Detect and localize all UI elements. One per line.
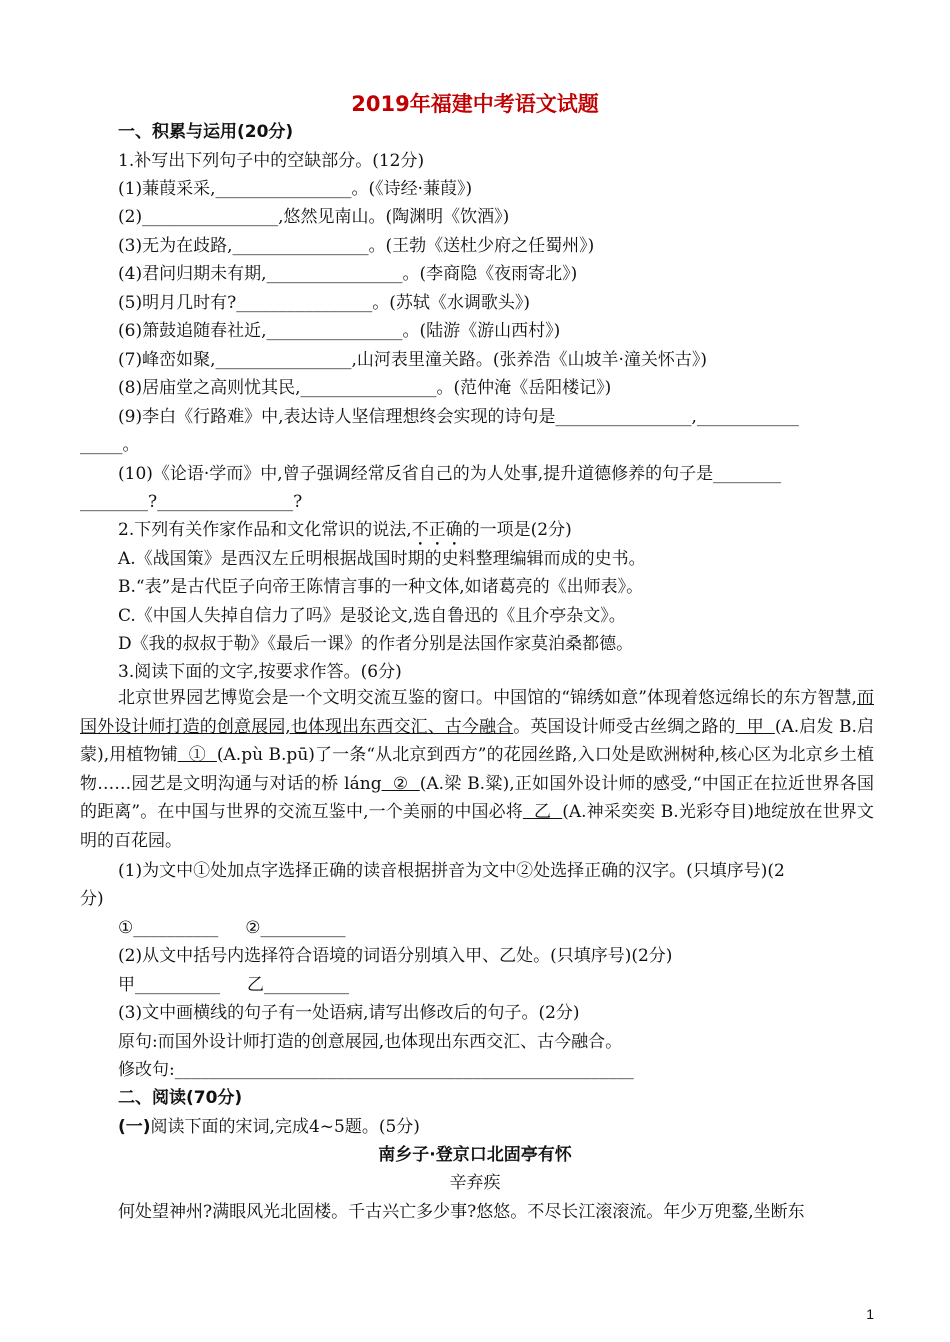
poem-author: 辛弃疾 <box>449 1173 501 1193</box>
section1-heading: 一、积累与运用(20分) <box>118 122 294 142</box>
emphasis-not-correct: 不正确 <box>411 520 463 540</box>
underlined-sentence: 而国外设计师打造的创意展园,也体现出东西交汇、古今融合 <box>80 688 875 737</box>
q3-sub2-answer: 甲__________ 乙__________ <box>118 975 350 995</box>
q1-item: (6)箫鼓追随春社近,________________。(陆游《游山西村》) <box>118 321 561 341</box>
q1-item: _____。 <box>80 435 140 455</box>
poem-title: 南乡子·登京口北固亭有怀 <box>378 1145 572 1165</box>
q3-revised: 修改句:______________________________________________________ <box>118 1060 634 1080</box>
q2-stem: 2.下列有关作家作品和文化常识的说法,不正确的一项是(2分) <box>118 520 572 540</box>
poem-line: 何处望神州?满眼风光北固楼。千古兴亡多少事?悠悠。不尽长江滚滚流。年少万兜鍪,坐断东 <box>118 1202 805 1222</box>
q3-sub2: (2)从文中括号内选择符合语境的词语分别填入甲、乙处。(只填序号)(2分) <box>118 946 673 966</box>
q1-item: ________?________________? <box>80 492 303 512</box>
q2-option-a: A.《战国策》是西汉左丘明根据战国时期的史料整理编辑而成的史书。 <box>118 549 646 569</box>
blank-jia: 甲 <box>735 716 775 737</box>
q2-option-c: C.《中国人失掉自信力了吗》是驳论文,选自鲁迅的《且介亭杂文》。 <box>118 606 626 626</box>
q1-item: (3)无为在歧路,________________。(王勃《送杜少府之任蜀州》) <box>118 236 595 256</box>
q1-stem: 1.补写出下列句子中的空缺部分。(12分) <box>118 151 425 171</box>
q3-sub1-answer: ①__________ ②__________ <box>118 918 346 938</box>
q1-item: (7)峰峦如聚,________________,山河表里潼关路。(张养浩《山坡羊·潼关怀古》) <box>118 350 708 370</box>
q1-item: (2)________________,悠然见南山。(陶渊明《饮酒》) <box>118 207 510 227</box>
blank-yi: 乙 <box>522 802 563 823</box>
q1-item: (10)《论语·学而》中,曾子强调经常反省自己的为人处事,提升道德修养的句子是________ <box>118 464 782 484</box>
q3-sub3: (3)文中画横线的句子有一处语病,请写出修改后的句子。(2分) <box>118 1003 580 1023</box>
q3-original: 原句:而国外设计师打造的创意展园,也体现出东西交汇、古今融合。 <box>118 1032 623 1052</box>
blank-1: ① <box>177 745 217 766</box>
section2-heading: 二、阅读(70分) <box>118 1088 243 1108</box>
q1-item: (1)蒹葭采采,________________。(《诗经·蒹葭》) <box>118 179 473 199</box>
q3-sub1: (1)为文中①处加点字选择正确的读音根据拼音为文中②处选择正确的汉字。(只填序号)(2 <box>118 861 785 881</box>
q2-option-d: D《我的叔叔于勒》《最后一课》的作者分别是法国作家莫泊桑都德。 <box>118 634 634 654</box>
q3-passage: 北京世界园艺博览会是一个文明交流互鉴的窗口。中国馆的“锦绣如意”体现着悠远绵长的东方智慧,而国外设计师打造的创意展园,也体现出东西交汇、古今融合。英国设计师受古丝绸之路的 甲 (A.启发 B.启蒙),用植物铺 ① (A.pù B.pū)了一条“从北京到西方”的花园丝路,入口处是欧洲树种,核心区为北京乡土植物……园艺是文明沟通与对话的桥 láng ② (A.梁 B.粱),正如国外设计师的感受,“中国正在拉近世界各国的距离”。在中国与世界的交流互鉴中,一个美丽的中国必将 乙 (A.神采奕奕 B.光彩夺目)地绽放在世界文明的百花园。 <box>80 688 875 851</box>
q3-stem: 3.阅读下面的文字,按要求作答。(6分) <box>118 662 402 682</box>
q1-item: (9)李白《行路难》中,表达诗人坚信理想终会实现的诗句是________________,____________ <box>118 407 799 427</box>
q1-item: (8)居庙堂之高则忧其民,________________。(范仲淹《岳阳楼记》) <box>118 378 612 398</box>
page-title: 2019年福建中考语文试题 <box>351 92 599 116</box>
q3-sub1-cont: 分) <box>80 889 104 909</box>
part1-stem: (一)阅读下面的宋词,完成4~5题。(5分) <box>118 1117 420 1137</box>
q1-item: (4)君问归期未有期,________________。(李商隐《夜雨寄北》) <box>118 264 578 284</box>
blank-2: ② <box>381 773 420 794</box>
q2-option-b: B.“表”是古代臣子向帝王陈情言事的一种文体,如诸葛亮的《出师表》。 <box>118 577 644 597</box>
page-number: 1 <box>866 1306 874 1322</box>
q1-item: (5)明月几时有?________________。(苏轼《水调歌头》) <box>118 293 530 313</box>
